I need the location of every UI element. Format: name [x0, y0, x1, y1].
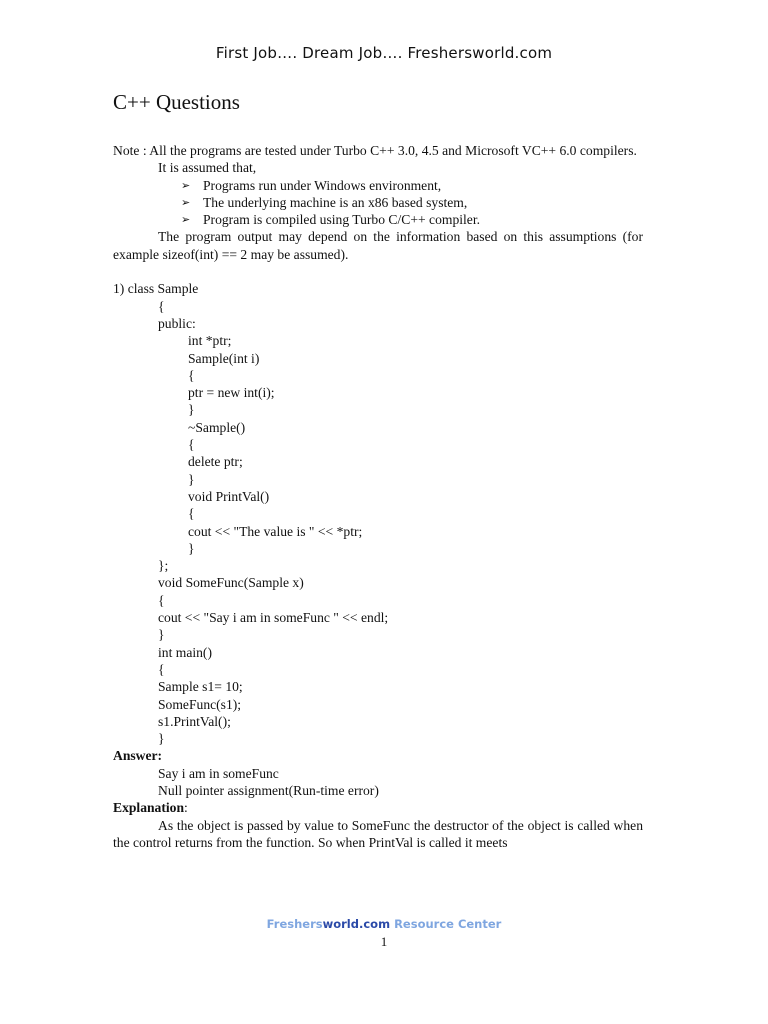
- code-line: ~Sample(): [188, 419, 246, 435]
- assumption-intro: It is assumed that,: [158, 160, 257, 176]
- code-line: {: [158, 298, 165, 314]
- code-line: {: [158, 592, 165, 608]
- code-line: {: [188, 506, 195, 522]
- page-header: First Job…. Dream Job…. Freshersworld.com: [215, 44, 553, 62]
- code-line: public:: [158, 315, 196, 331]
- code-line: cout << "The value is " << *ptr;: [188, 523, 363, 539]
- note-paragraph: Note : All the programs are tested under Turbo C++ 3.0, 4.5 and Microsoft VC++ 6.0 compilers.: [113, 143, 637, 158]
- footer-brand-part1[interactable]: Freshers: [266, 917, 323, 931]
- answer-block: [113, 765, 643, 800]
- code-block: [113, 298, 643, 748]
- code-line: {: [158, 661, 165, 677]
- assumption-text: Programs run under Windows environment,: [203, 177, 442, 193]
- explanation-colon: :: [184, 800, 188, 816]
- code-line: void SomeFunc(Sample x): [158, 575, 304, 591]
- code-line: SomeFunc(s1);: [158, 696, 242, 712]
- answer-line: Say i am in someFunc: [158, 765, 279, 781]
- note-paragraph-2: The program output may depend on the information based on this assumptions (for example sizeof(int) == 2 may be assumed).: [113, 229, 643, 262]
- document-body: [113, 142, 643, 851]
- code-line: void PrintVal(): [188, 488, 270, 504]
- code-line: }: [158, 627, 165, 643]
- arrow-bullet-icon: ➢: [181, 178, 191, 192]
- page-footer: [0, 917, 768, 931]
- code-line: Sample(int i): [188, 350, 260, 366]
- explanation-text: As the object is passed by value to SomeFunc the destructor of the object is called when the control returns from the function. So when PrintVal is called it meets: [113, 817, 643, 850]
- footer-resource-center: Resource Center: [390, 917, 502, 931]
- code-line: }: [188, 540, 195, 556]
- footer-brand-part2[interactable]: world.com: [322, 917, 391, 931]
- page-title: C++ Questions: [113, 90, 240, 114]
- code-line: cout << "Say i am in someFunc " << endl;: [158, 610, 389, 626]
- code-line: }: [188, 471, 195, 487]
- question-title: 1) class Sample: [113, 281, 199, 297]
- assumption-text: Program is compiled using Turbo C/C++ compiler.: [203, 212, 481, 228]
- code-line: int *ptr;: [188, 333, 232, 349]
- code-line: };: [158, 558, 169, 574]
- code-line: Sample s1= 10;: [158, 679, 243, 695]
- code-line: delete ptr;: [188, 454, 243, 470]
- assumption-list: [113, 177, 643, 229]
- code-line: }: [188, 402, 195, 418]
- code-line: s1.PrintVal();: [158, 713, 231, 729]
- code-line: {: [188, 437, 195, 453]
- assumption-item: [113, 211, 643, 228]
- code-line: }: [158, 731, 165, 747]
- arrow-bullet-icon: ➢: [181, 213, 191, 227]
- code-line: int main(): [158, 644, 212, 660]
- answer-label: Answer:: [113, 748, 163, 764]
- assumption-item: [113, 194, 643, 211]
- answer-line: Null pointer assignment(Run-time error): [158, 782, 379, 798]
- code-line: {: [188, 367, 195, 383]
- explanation-label: Explanation: [113, 800, 185, 816]
- explanation-heading: [113, 799, 643, 816]
- assumption-item: [113, 177, 643, 194]
- arrow-bullet-icon: ➢: [181, 195, 191, 209]
- page-number: 1: [380, 934, 388, 949]
- assumption-text: The underlying machine is an x86 based system,: [203, 194, 468, 210]
- code-line: ptr = new int(i);: [188, 385, 275, 401]
